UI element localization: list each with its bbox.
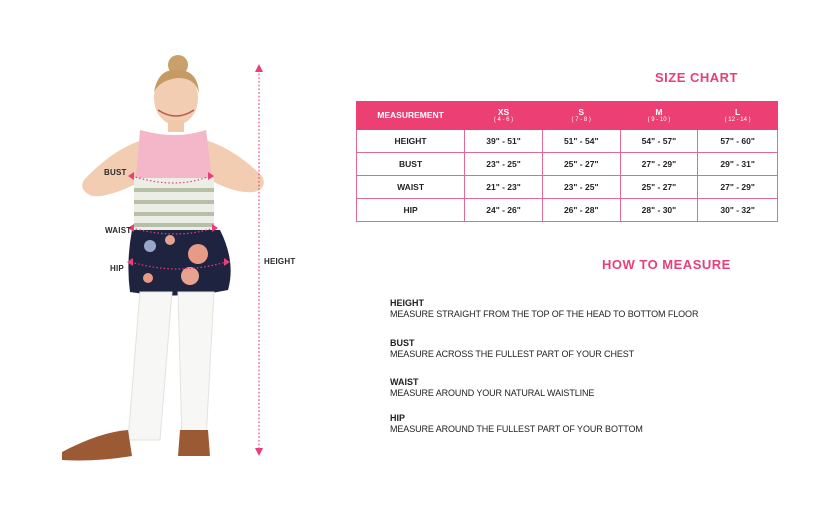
measure-item-waist — [390, 377, 594, 399]
header-xs: XS ( 4 - 6 ) — [465, 102, 543, 130]
table-cell: 24" - 26" — [465, 199, 543, 222]
table-cell: 27" - 29" — [698, 176, 778, 199]
row-label: HIP — [357, 199, 465, 222]
how-to-measure-title: HOW TO MEASURE — [602, 257, 731, 272]
left-leg — [128, 292, 172, 440]
floral-hem — [128, 230, 230, 296]
table-cell: 23" - 25" — [465, 153, 543, 176]
table-cell: 25" - 27" — [620, 176, 698, 199]
table-cell: 54" - 57" — [620, 130, 698, 153]
table-cell: 21" - 23" — [465, 176, 543, 199]
table-cell: 27" - 29" — [620, 153, 698, 176]
left-sandal — [62, 430, 132, 461]
height-arrow-up-icon — [255, 64, 263, 72]
size-chart-title: SIZE CHART — [655, 70, 738, 85]
table-cell: 29" - 31" — [698, 153, 778, 176]
header-l: L ( 12 - 14 ) — [698, 102, 778, 130]
table-cell: 28" - 30" — [620, 199, 698, 222]
hip-label: HIP — [110, 264, 124, 273]
table-row — [357, 199, 778, 222]
measure-item-height — [390, 298, 698, 320]
waist-label: WAIST — [105, 226, 132, 235]
header-s: S ( 7 - 8 ) — [542, 102, 620, 130]
measure-text: MEASURE AROUND YOUR NATURAL WAISTLINE — [390, 388, 595, 398]
measure-heading: WAIST — [390, 377, 419, 387]
measure-text: MEASURE AROUND THE FULLEST PART OF YOUR BOTTOM — [390, 424, 643, 434]
bust-label: BUST — [104, 168, 127, 177]
row-label: BUST — [357, 153, 465, 176]
height-arrow-down-icon — [255, 448, 263, 456]
right-arm — [206, 140, 264, 192]
pink-top — [136, 130, 212, 178]
striped-section — [134, 178, 214, 230]
header-m: M ( 9 - 10 ) — [620, 102, 698, 130]
table-cell: 23" - 25" — [542, 176, 620, 199]
right-sandal — [178, 430, 210, 456]
table-row — [357, 153, 778, 176]
measure-text: MEASURE STRAIGHT FROM THE TOP OF THE HEAD TO BOTTOM FLOOR — [390, 309, 699, 319]
size-chart-header-row — [357, 102, 778, 130]
table-cell: 26" - 28" — [542, 199, 620, 222]
height-label: HEIGHT — [264, 257, 296, 266]
measure-text: MEASURE ACROSS THE FULLEST PART OF YOUR CHEST — [390, 349, 635, 359]
size-chart-table — [356, 101, 778, 222]
table-row — [357, 176, 778, 199]
measure-heading: BUST — [390, 338, 415, 348]
table-cell: 39" - 51" — [465, 130, 543, 153]
measure-item-bust — [390, 338, 634, 360]
right-leg — [178, 292, 214, 440]
row-label: HEIGHT — [357, 130, 465, 153]
table-cell: 25" - 27" — [542, 153, 620, 176]
header-measurement: MEASUREMENT — [357, 102, 465, 130]
table-row — [357, 130, 778, 153]
measure-item-hip — [390, 413, 643, 435]
table-cell: 57" - 60" — [698, 130, 778, 153]
measure-heading: HEIGHT — [390, 298, 425, 308]
table-cell: 30" - 32" — [698, 199, 778, 222]
measure-heading: HIP — [390, 413, 406, 423]
row-label: WAIST — [357, 176, 465, 199]
table-cell: 51" - 54" — [542, 130, 620, 153]
